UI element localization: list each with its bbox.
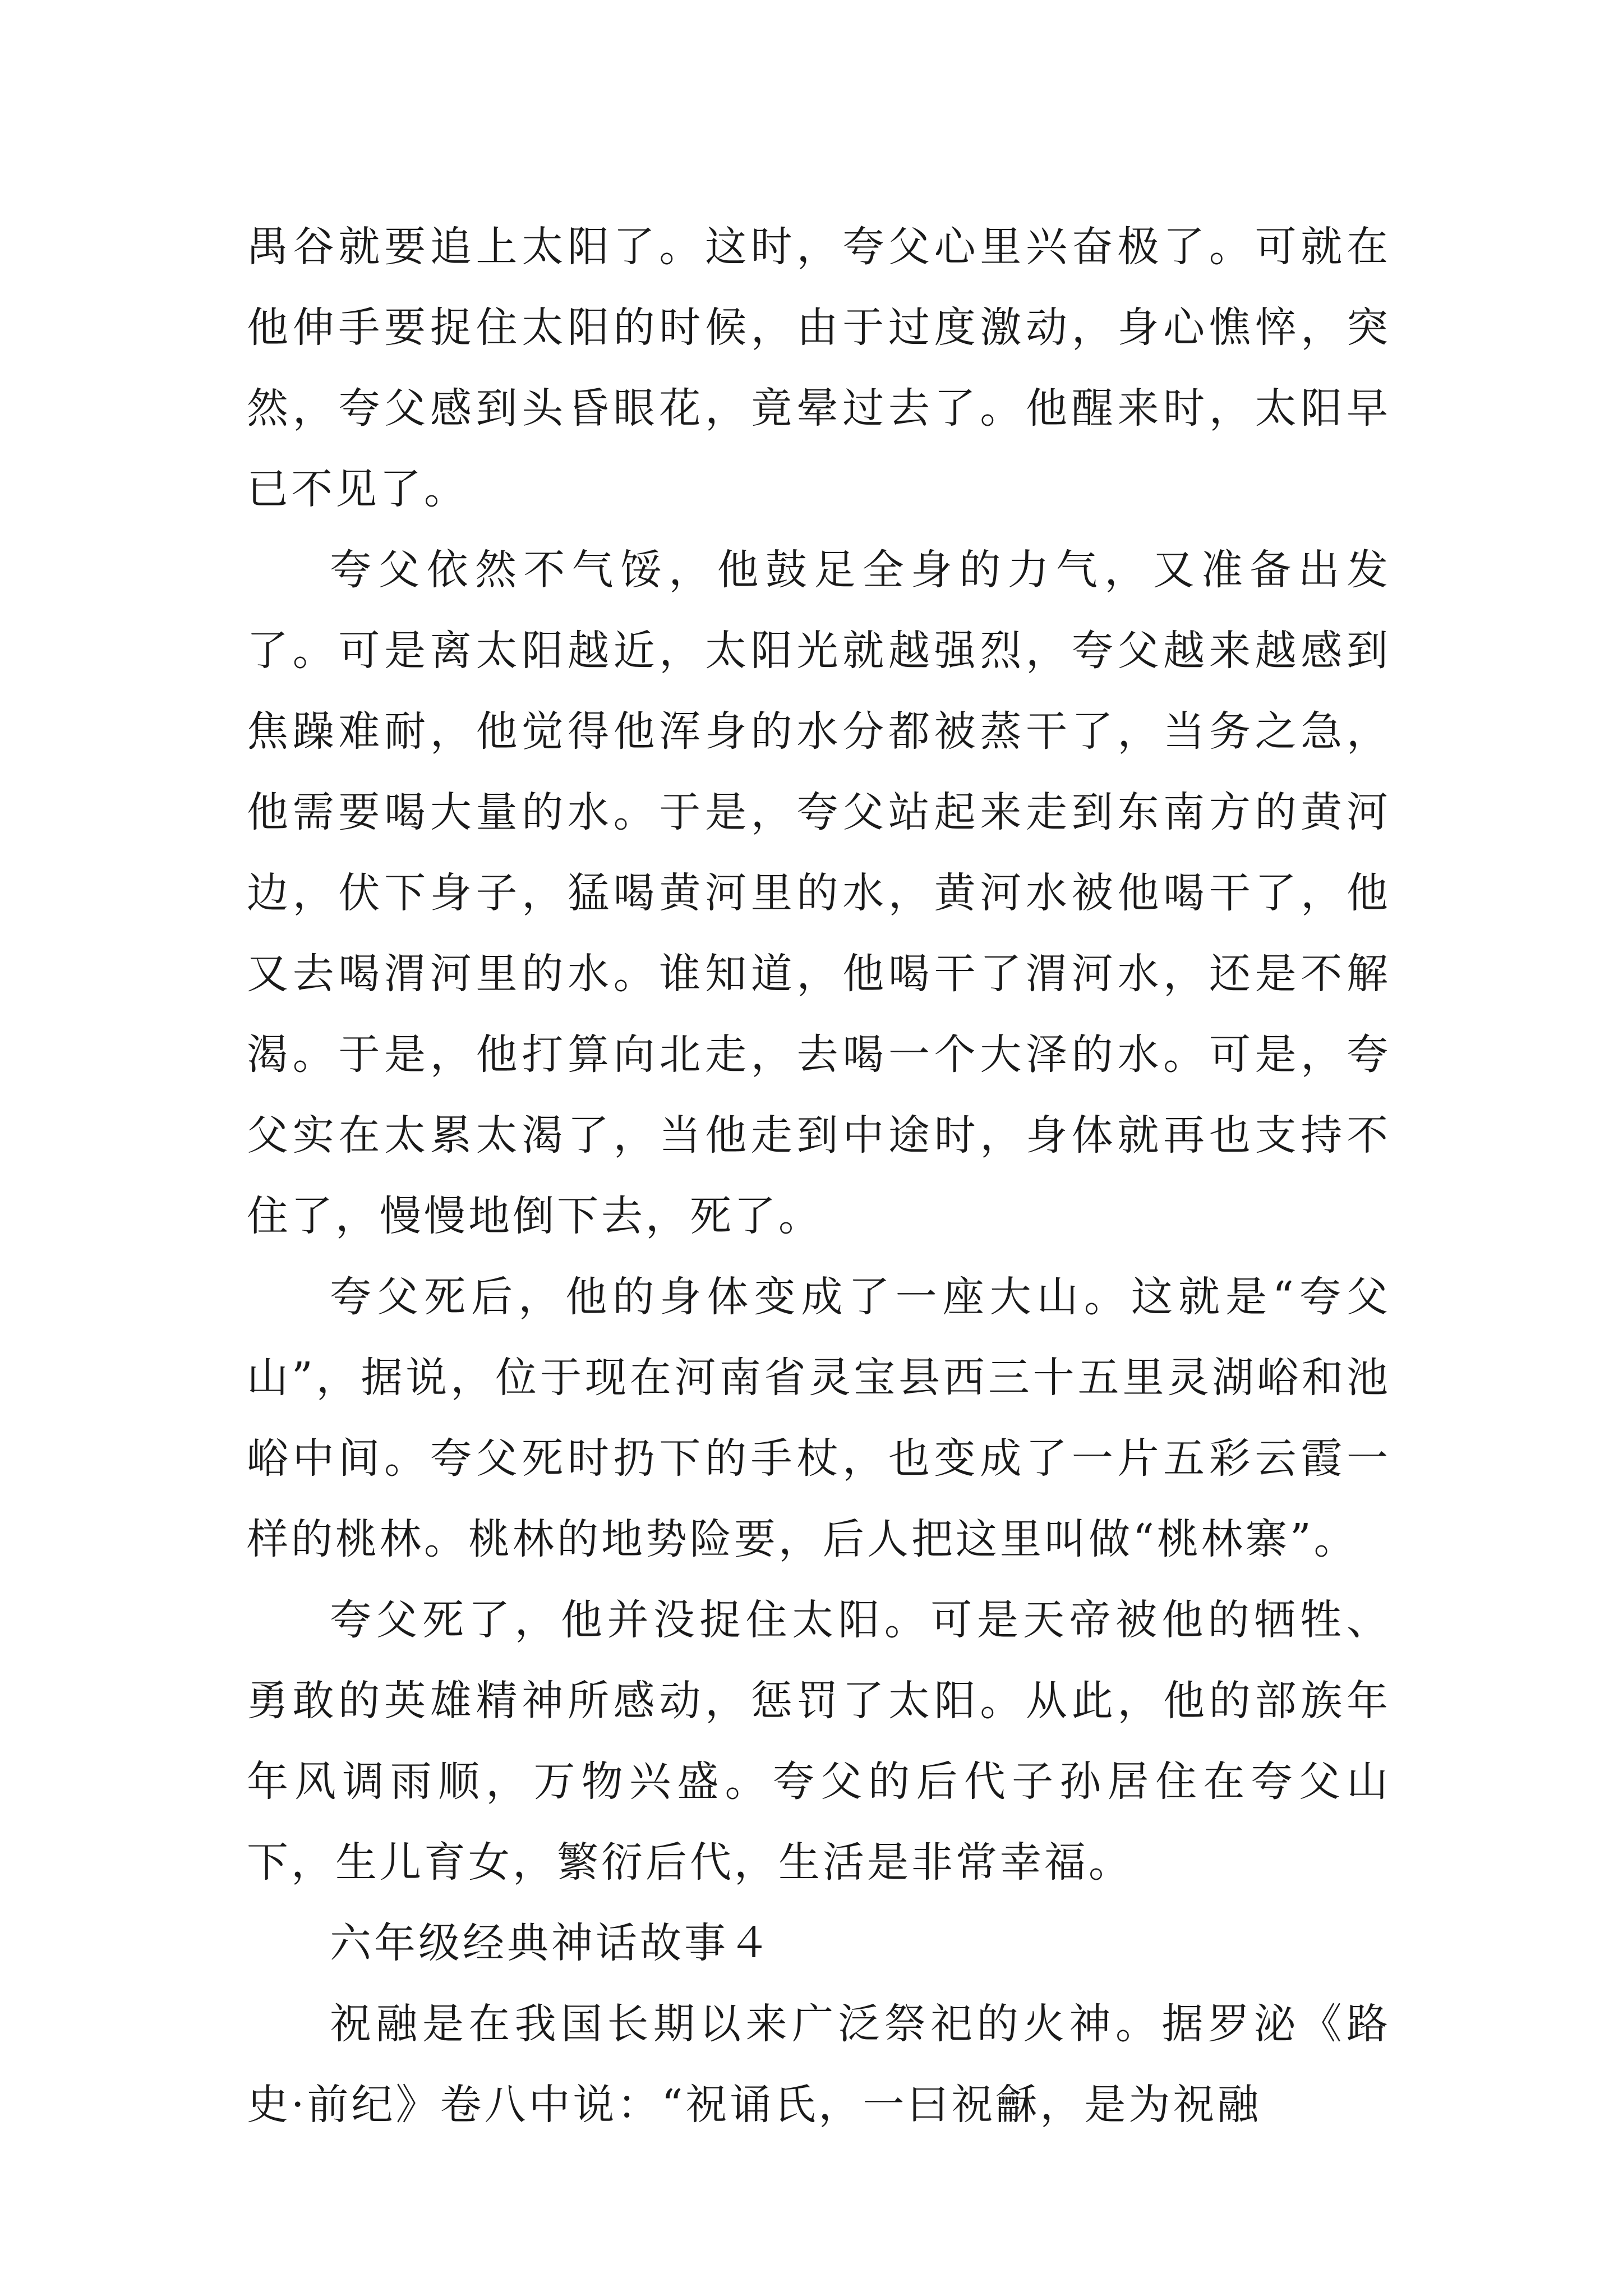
body-text — [247, 206, 1391, 2145]
paragraph-1: 禺谷就要追上太阳了。这时，夸父心里兴奋极了。可就在他伸手要捉住太阳的时候，由于过度激动，身心憔悴，突然，夸父感到头昏眼花，竟晕过去了。他醒来时，太阳早已不见了。 — [247, 223, 1391, 513]
section-heading: 六年级经典神话故事４ — [330, 1919, 773, 1967]
paragraph-3: 夸父死后，他的身体变成了一座大山。这就是“夸父山”，据说，位于现在河南省灵宝县西三十五里灵湖峪和池峪中间。夸父死时扔下的手杖，也变成了一片五彩云霞一样的桃林。桃林的地势险要，后人把这里叫做“桃林寨”。 — [247, 1273, 1391, 1563]
paragraph-5: 祝融是在我国长期以来广泛祭祀的火神。据罗泌《路史·前纪》卷八中说：“祝诵氏，一曰祝龢，是为祝融 — [247, 2000, 1391, 2129]
paragraph-2: 夸父依然不气馁，他鼓足全身的力气，又准备出发了。可是离太阳越近，太阳光就越强烈，夸父越来越感到焦躁难耐，他觉得他浑身的水分都被蒸干了，当务之急，他需要喝大量的水。于是，夸父站起来走到东南方的黄河边，伏下身子，猛喝黄河里的水，黄河水被他喝干了，他又去喝渭河里的水。谁知道，他喝干了渭河水，还是不解渴。于是，他打算向北走，去喝一个大泽的水。可是，夸父实在太累太渴了，当他走到中途时，身体就再也支持不住了，慢慢地倒下去，死了。 — [247, 546, 1391, 1240]
paragraph-4: 夸父死了，他并没捉住太阳。可是天帝被他的牺牲、勇敢的英雄精神所感动，惩罚了太阳。从此，他的部族年年风调雨顺，万物兴盛。夸父的后代子孙居住在夸父山下，生儿育女，繁衍后代，生活是非常幸福。 — [247, 1596, 1391, 1887]
